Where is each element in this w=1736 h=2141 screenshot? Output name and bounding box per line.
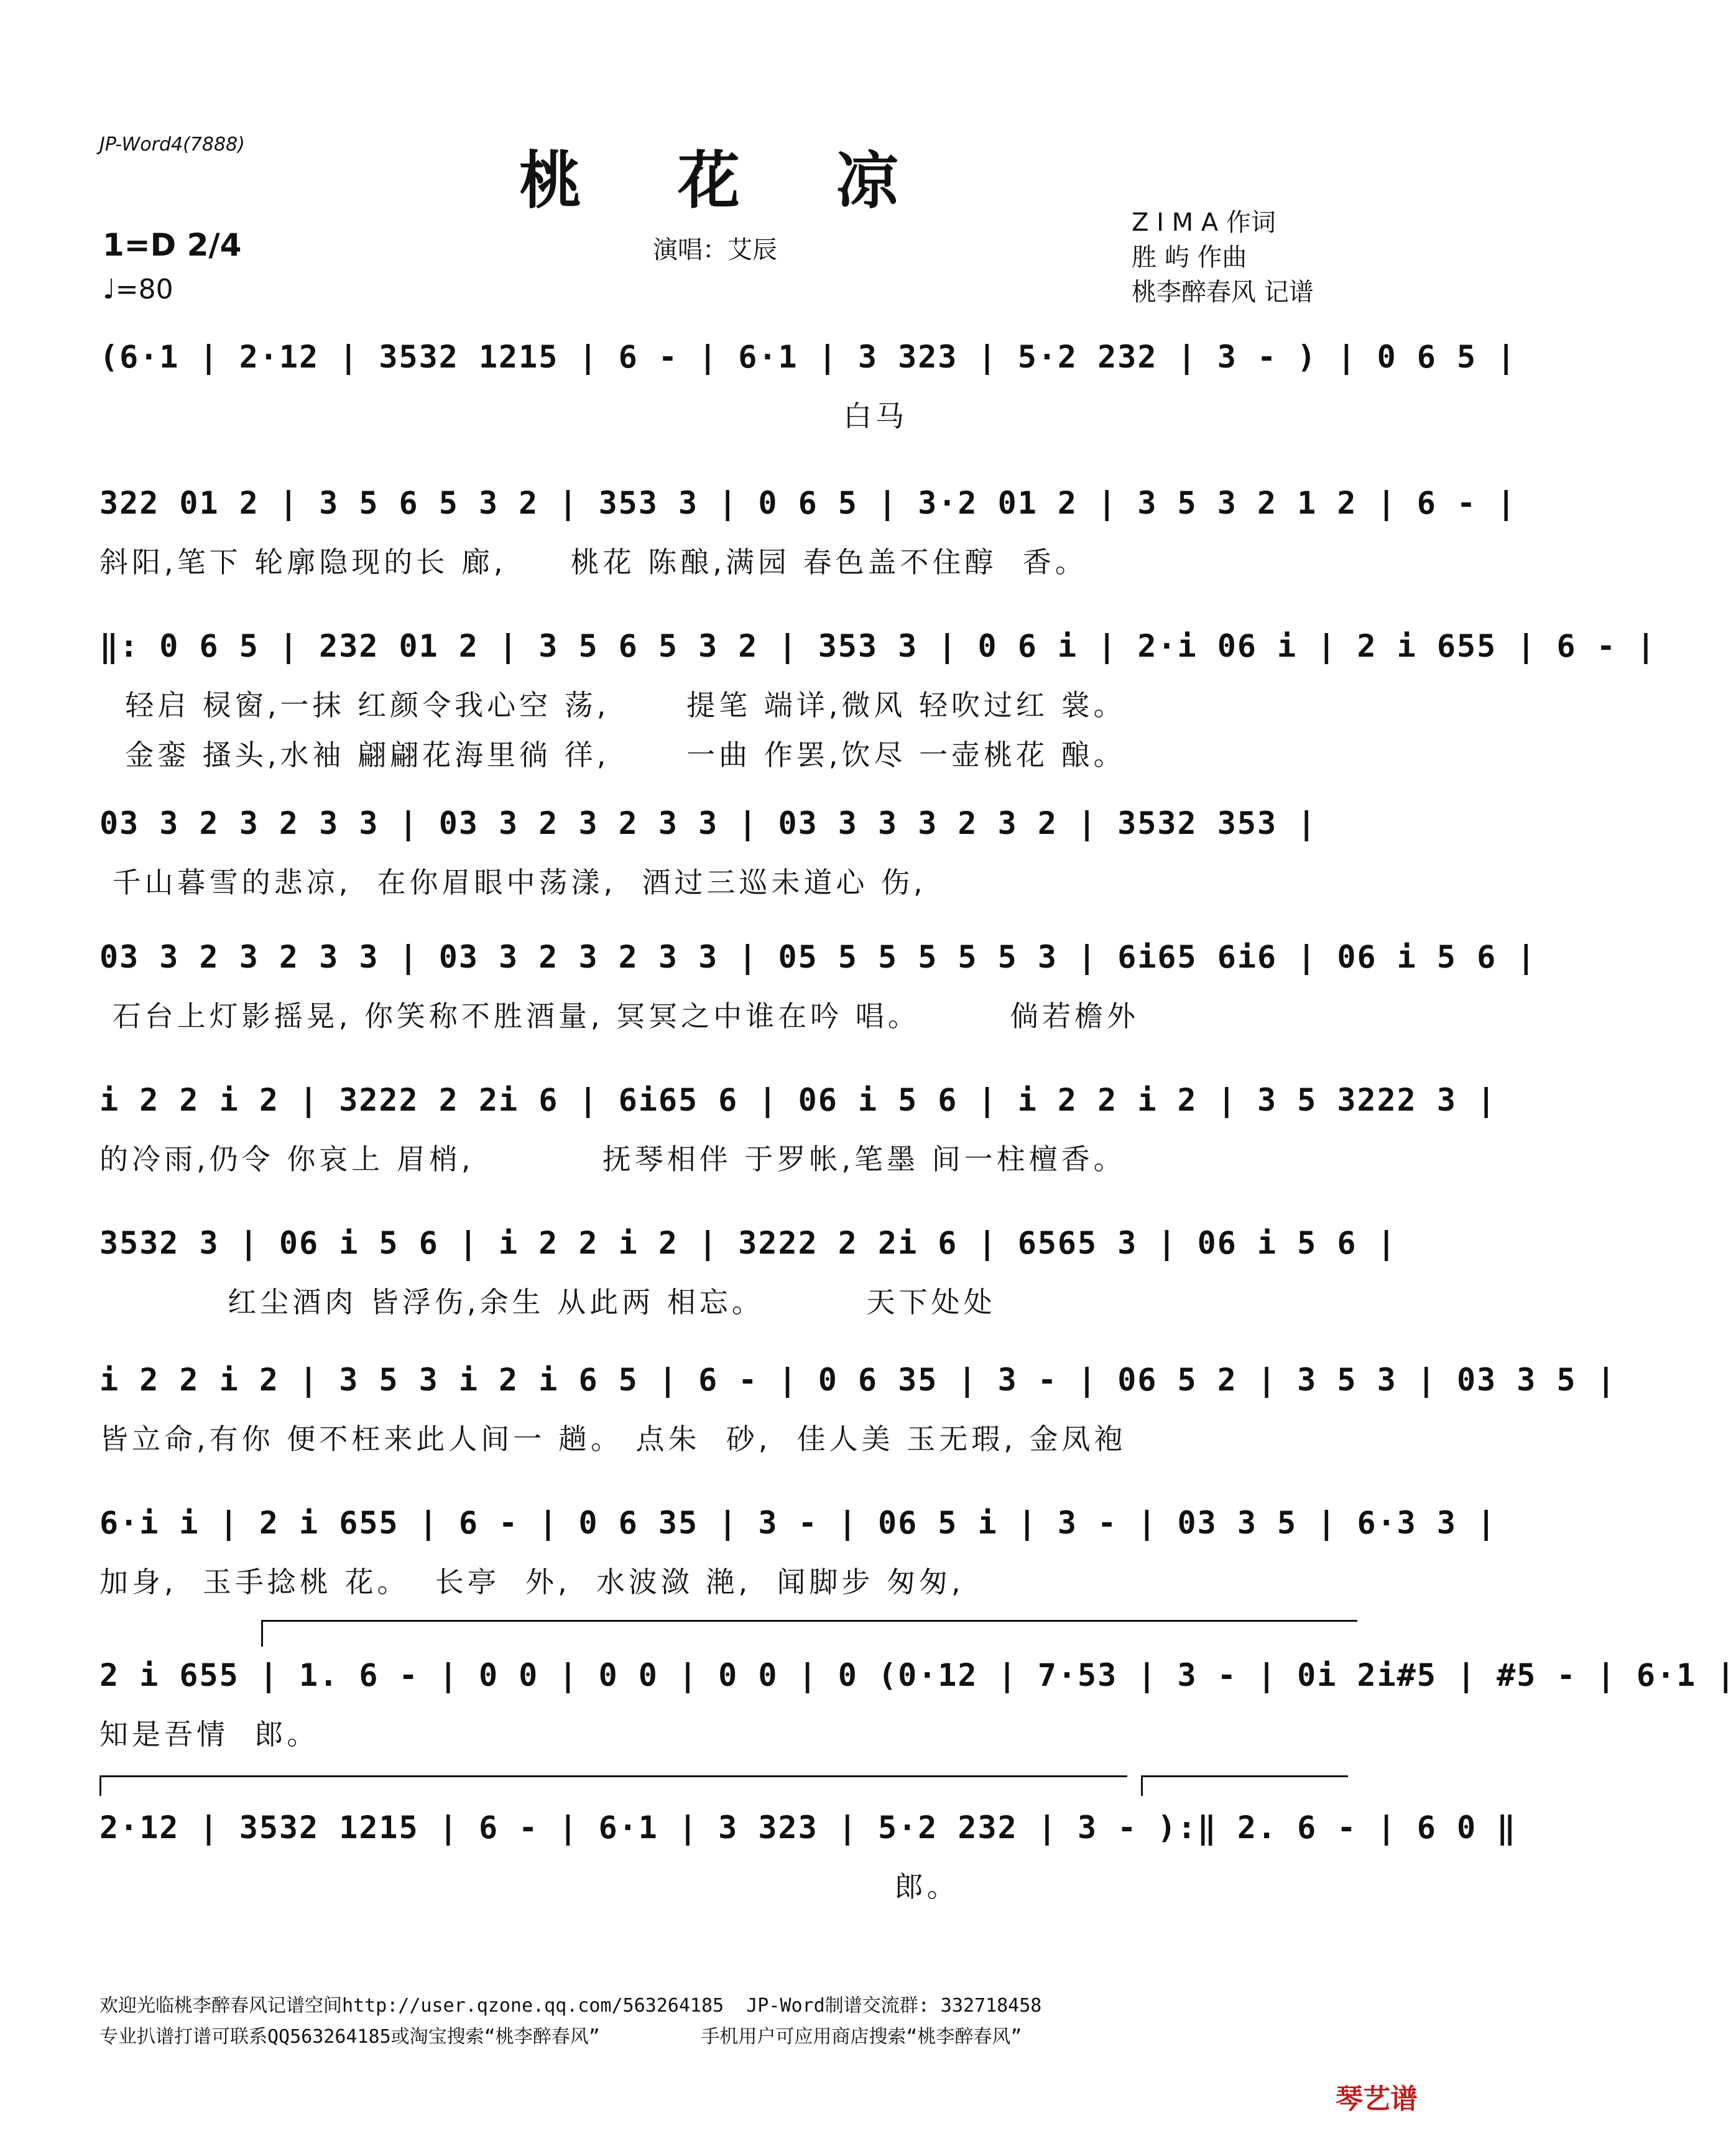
transcriber-credit: 桃李醉春风 记谱 — [1132, 278, 1314, 307]
software-label: JP-Word4(7888) — [99, 134, 245, 155]
site-logo: 琴艺谱 — [1336, 2083, 1418, 2115]
lyric-row: 白马 — [99, 399, 908, 433]
notation-row: 2·12 | 3532 1215 | 6 - | 6·1 | 3 323 | 5·2 232 | 3 - ):‖ 2. 6 - | 6 0 ‖ — [99, 1810, 1517, 1846]
key-signature: 1=D 2/4 — [103, 227, 242, 263]
score-line-5 — [99, 939, 1537, 1035]
score-line-2 — [99, 485, 1517, 581]
lyric-row: 加身, 玉手捻桃 花。 长亭 外, 水波潋 滟, 闻脚步 匆匆, — [99, 1565, 964, 1599]
lyricist-credit: Z I M A 作词 — [1132, 208, 1276, 237]
score-line-9 — [99, 1505, 1497, 1601]
second-ending-bracket — [1141, 1775, 1348, 1796]
author-credits — [1132, 205, 1314, 310]
score-line-10 — [99, 1657, 1736, 1753]
footer-line-1: 欢迎光临桃李醉春风记谱空间http://user.qzone.qq.com/563264185 JP-Word制谱交流群: 332718458 — [99, 1995, 1042, 2017]
footer-line-2: 专业扒谱打谱可联系QQ563264185或淘宝搜索“桃李醉春风” 手机用户可应用商店搜索“桃李醉春风” — [99, 2026, 1022, 2048]
lyric-row: 郎。 — [99, 1870, 959, 1903]
notation-row: (6·1 | 2·12 | 3532 1215 | 6 - | 6·1 | 3 323 | 5·2 232 | 3 - ) | 0 6 5 | — [99, 339, 1517, 375]
notation-row: 322 01 2 | 3 5 6 5 3 2 | 353 3 | 0 6 5 | 3·2 01 2 | 3 5 3 2 1 2 | 6 - | — [99, 485, 1517, 521]
notation-row: 2 i 655 | 1. 6 - | 0 0 | 0 0 | 0 0 | 0 (0·12 | 7·53 | 3 - | 0i 2i#5 | #5 - | 6·1 | — [99, 1657, 1736, 1693]
lyric-row: 知是吾情 郎。 — [99, 1718, 320, 1751]
composer-credit: 胜 屿 作曲 — [1132, 243, 1247, 272]
score-line-4 — [99, 805, 1355, 901]
notation-row: ‖: 0 6 5 | 232 01 2 | 3 5 6 5 3 2 | 353 3 | 0 6 i | 2·i 06 i | 2 i 655 | 6 - | — [99, 628, 1656, 664]
tempo-marking: ♩=80 — [103, 274, 173, 305]
singer-credit: 演唱：艾辰 — [653, 236, 777, 264]
score-line-3 — [99, 628, 1656, 774]
first-ending-bracket-continued — [99, 1775, 1127, 1796]
lyric-row: 石台上灯影摇晃, 你笑称不胜酒量, 冥冥之中谁在吟 唱。 倘若檐外 — [99, 999, 1140, 1033]
lyric-row: 皆立命,有你 便不枉来此人间一 趟。 点朱 砂, 佳人美 玉无瑕, 金凤袍 — [99, 1422, 1127, 1456]
score-line-7 — [99, 1225, 1397, 1321]
score-line-1 — [99, 339, 1517, 435]
score-line-11 — [99, 1810, 1517, 1905]
lyric-row-verse-1: 轻启 棂窗,一抹 红颜令我心空 荡, 提笔 端详,微风 轻吹过红 裳。 — [99, 688, 1126, 722]
notation-row: 6·i i | 2 i 655 | 6 - | 0 6 35 | 3 - | 06 5 i | 3 - | 03 3 5 | 6·3 3 | — [99, 1505, 1497, 1541]
first-ending-bracket — [261, 1620, 1357, 1647]
notation-row: i 2 2 i 2 | 3222 2 2i 6 | 6i65 6 | 06 i 5 6 | i 2 2 i 2 | 3 5 3222 3 | — [99, 1082, 1497, 1118]
notation-row: 03 3 2 3 2 3 3 | 03 3 2 3 2 3 3 | 03 3 3 3 2 3 2 | 3532 353 | — [99, 805, 1318, 841]
lyric-row: 红尘酒肉 皆浮伤,余生 从此两 相忘。 天下处处 — [99, 1285, 996, 1319]
score-line-8 — [99, 1362, 1617, 1458]
notation-row: 3532 3 | 06 i 5 6 | i 2 2 i 2 | 3222 2 2i 6 | 6565 3 | 06 i 5 6 | — [99, 1225, 1397, 1261]
score-line-6 — [99, 1082, 1497, 1178]
lyric-row: 斜阳,笔下 轮廓隐现的长 廊, 桃花 陈酿,满园 春色盖不住醇 香。 — [99, 545, 1087, 579]
notation-row: 03 3 2 3 2 3 3 | 03 3 2 3 2 3 3 | 05 5 5 5 5 5 3 | 6i65 6i6 | 06 i 5 6 | — [99, 939, 1537, 975]
song-title: 桃 花 凉 — [519, 144, 936, 217]
lyric-row: 千山暮雪的悲凉, 在你眉眼中荡漾, 酒过三巡未道心 伤, — [99, 866, 926, 899]
lyric-row: 的冷雨,仍令 你哀上 眉梢, 抚琴相伴 于罗帐,笔墨 间一柱檀香。 — [99, 1142, 1126, 1176]
notation-row: i 2 2 i 2 | 3 5 3 i 2 i 6 5 | 6 - | 0 6 35 | 3 - | 06 5 2 | 3 5 3 | 03 3 5 | — [99, 1362, 1617, 1398]
lyric-row-verse-2: 金銮 搔头,水袖 翩翩花海里徜 徉, 一曲 作罢,饮尽 一壶桃花 酿。 — [99, 738, 1126, 772]
